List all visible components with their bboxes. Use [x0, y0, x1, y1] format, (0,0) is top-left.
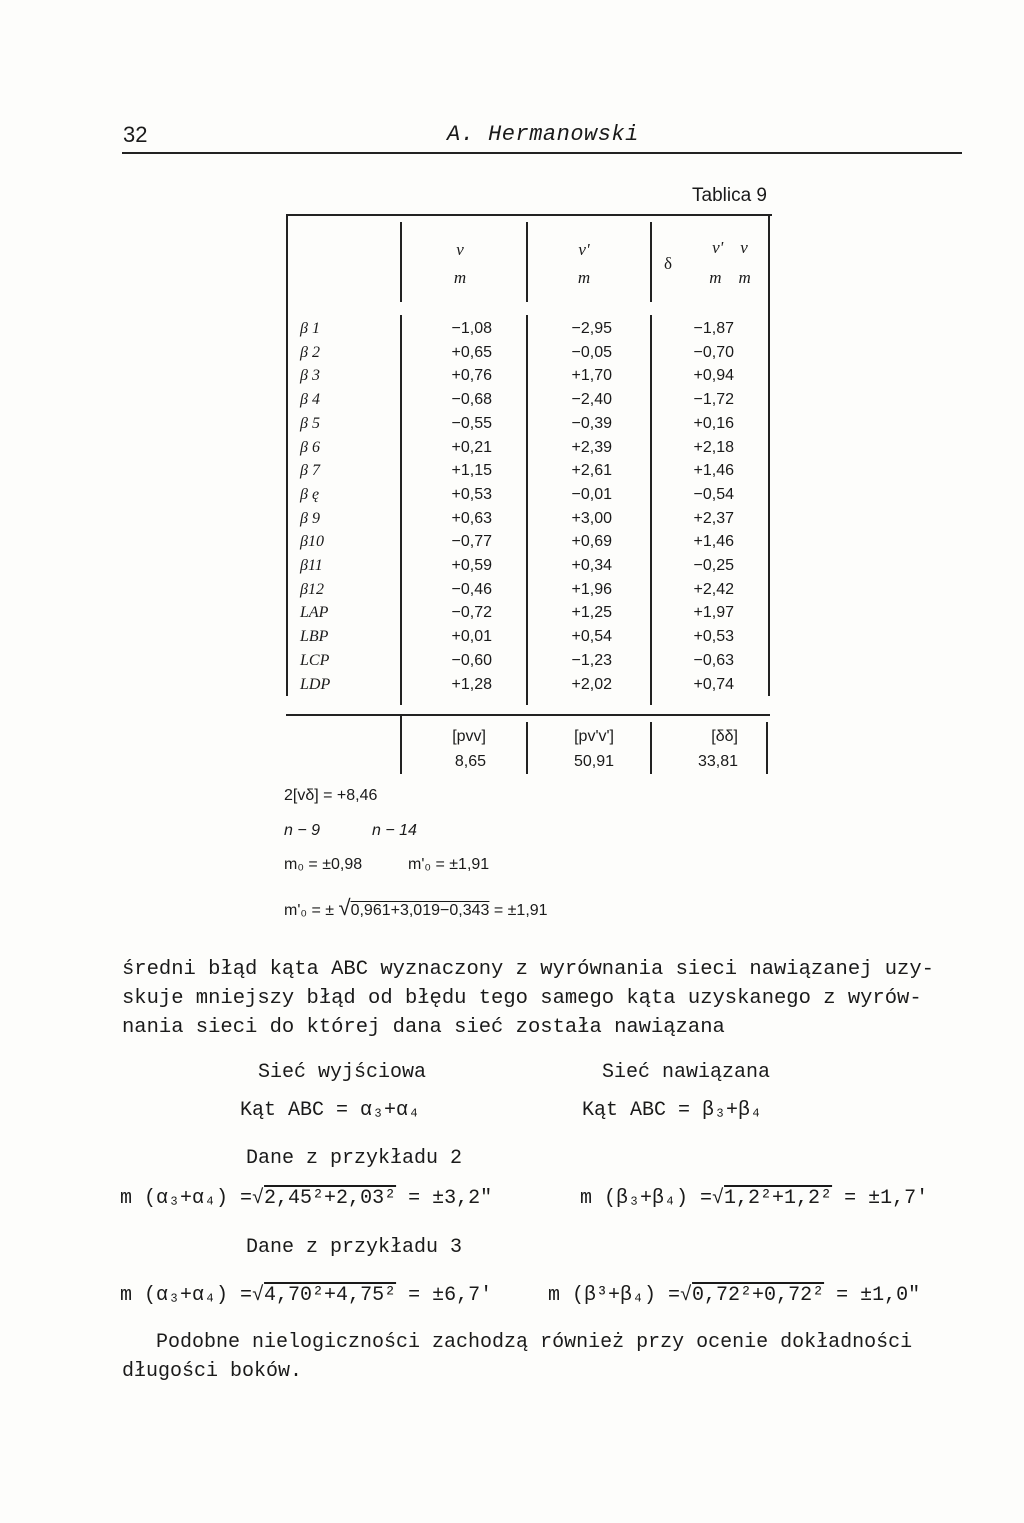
example-2-right-rhs: = ±1,7′ — [844, 1187, 929, 1210]
table-cell-c2: −0,05 — [571, 344, 612, 361]
example-3-label: Dane z przykładu 3 — [246, 1236, 463, 1259]
table-row-label: β 1 — [300, 320, 320, 337]
formula-n9: n − 9 — [284, 822, 321, 839]
table-cell-c3: −0,25 — [693, 557, 734, 574]
paragraph-2-line-2: długości boków. — [122, 1360, 303, 1383]
col3-head-bottom: m m — [709, 268, 751, 287]
table-cell-c2: +1,96 — [571, 581, 612, 598]
col3-head-delta: δ — [663, 254, 672, 273]
table-cell-c1: −1,08 — [451, 320, 492, 337]
table-row-label: β 4 — [300, 391, 320, 408]
table-cell-c2: +2,39 — [571, 439, 612, 456]
table-cell-c3: +1,46 — [693, 533, 734, 550]
formula-m0: m₀ = ±0,98 — [284, 856, 363, 873]
table-cell-c2: −2,95 — [571, 320, 612, 337]
table-row-label: β11 — [300, 557, 323, 574]
col2-head-top: v' — [578, 240, 590, 259]
table-row-label: LDP — [300, 676, 331, 693]
table-cell-c1: +1,15 — [451, 462, 492, 479]
example-3-right-lhs: m (β³+β₄) = — [548, 1284, 681, 1307]
table-cell-c1: +0,59 — [451, 557, 492, 574]
table-cell-c1: +0,65 — [451, 344, 492, 361]
paragraph-2 — [122, 1328, 962, 1386]
table-cell-c3: +1,46 — [693, 462, 734, 479]
example-2-right-lhs: m (β₃+β₄) = — [580, 1187, 713, 1210]
example-3-left-formula — [120, 1284, 492, 1307]
header-rule — [122, 152, 962, 154]
paragraph-1-line-2: skuje mniejszy błąd od błędu tego samego kąta uzyskanego z wyrów- — [122, 987, 922, 1010]
formula-m0-sqrt-lhs: m'₀ = ± — [284, 902, 335, 919]
sum-col1-value: 8,65 — [454, 753, 486, 770]
table-cell-c3: +0,94 — [693, 367, 734, 384]
sqrt-sign-icon: √ — [252, 1284, 265, 1307]
table-row-label: β12 — [300, 581, 324, 598]
table-cell-c2: +2,02 — [571, 676, 612, 693]
example-3-left-radicand: 4,70²+4,75² — [264, 1284, 397, 1307]
col3-body-rule — [650, 315, 652, 705]
table-cell-c2: +3,00 — [571, 510, 612, 527]
sqrt-sign-icon: √ — [712, 1187, 725, 1210]
paragraph-1-line-3: nania sieci do której dana sieć została nawiązana — [122, 1016, 725, 1039]
table-cell-c3: −1,72 — [693, 391, 734, 408]
table-cell-c1: +0,53 — [451, 486, 492, 503]
table-cell-c3: +2,37 — [693, 510, 734, 527]
table-sum-rule — [286, 714, 770, 716]
table-cell-c2: −2,40 — [571, 391, 612, 408]
example-3-left-rhs: = ±6,7′ — [408, 1284, 493, 1307]
table-cell-c1: −0,55 — [451, 415, 492, 432]
table-row-label: β 9 — [300, 510, 320, 527]
example-2-left-radicand: 2,45²+2,03² — [264, 1187, 397, 1210]
sqrt-sign-icon: √ — [680, 1284, 693, 1307]
paragraph-2-line-1: Podobne nielogiczności zachodzą również przy ocenie dokładności — [156, 1331, 913, 1354]
table-cell-c3: −1,87 — [693, 320, 734, 337]
example-2-left-rhs: = ±3,2″ — [408, 1187, 493, 1210]
sqrt-sign-icon: √ — [338, 895, 351, 920]
col2-sum-rule — [526, 722, 528, 774]
formula-m0-prime: m'₀ = ±1,91 — [408, 856, 490, 873]
table-cell-c1: +0,63 — [451, 510, 492, 527]
table-left-rule — [286, 214, 288, 696]
table-cell-c2: +2,61 — [571, 462, 612, 479]
table-cell-c2: −0,39 — [571, 415, 612, 432]
table-row-label: β 5 — [300, 415, 320, 432]
table-cell-c2: −0,01 — [571, 486, 612, 503]
example-3-right-formula — [548, 1284, 920, 1307]
formula-m0-sqrt-radicand: 0,961+3,019−0,343 — [350, 902, 490, 919]
table-row-label: β 7 — [300, 462, 320, 479]
formula-m0-sqrt-rhs: = ±1,91 — [493, 902, 548, 919]
table-row-label: β 2 — [300, 344, 320, 361]
table-cell-c3: +0,16 — [693, 415, 734, 432]
sum-col2-value: 50,91 — [573, 753, 614, 770]
sum-col2-label: [pv'v'] — [574, 728, 614, 745]
table-cell-c1: −0,72 — [451, 604, 492, 621]
table-cell-c3: −0,70 — [693, 344, 734, 361]
sum-col1-label: [pvv] — [452, 728, 486, 745]
running-head-author: A. Hermanowski — [447, 122, 639, 147]
table-cell-c2: +0,54 — [571, 628, 612, 645]
sum-col3-label: [δδ] — [711, 728, 738, 745]
sum-col3-value: 33,81 — [697, 753, 738, 770]
sqrt-sign-icon: √ — [252, 1187, 265, 1210]
table-row-label: β 6 — [300, 439, 320, 456]
formula-n14: n − 14 — [372, 822, 417, 839]
right-column-angle: Kąt ABC = β₃+β₄ — [582, 1099, 763, 1122]
table-cell-c1: +0,01 — [451, 628, 492, 645]
col1-body-rule — [400, 315, 402, 705]
table-cell-c3: +1,97 — [693, 604, 734, 621]
table-top-rule — [286, 214, 772, 216]
col2-head-bottom: m — [577, 268, 591, 287]
paragraph-1-line-1: średni błąd kąta ABC wyznaczony z wyrównania sieci nawiązanej uzy- — [122, 958, 934, 981]
col1-head-rule — [400, 222, 402, 302]
table-cell-c3: −0,54 — [693, 486, 734, 503]
paragraph-1 — [122, 955, 962, 1042]
table-cell-c1: −0,68 — [451, 391, 492, 408]
col2-head-rule — [526, 222, 528, 302]
formula-vdelta: 2[vδ] = +8,46 — [284, 787, 378, 804]
example-2-right-formula — [580, 1187, 928, 1210]
example-3-right-rhs: = ±1,0″ — [836, 1284, 921, 1307]
right-column-title: Sieć nawiązana — [602, 1061, 771, 1084]
table-row-label: LAP — [300, 604, 329, 621]
table-cell-c1: −0,60 — [451, 652, 492, 669]
table-cell-c3: +0,53 — [693, 628, 734, 645]
col1-head-top: v — [456, 240, 464, 259]
formula-m0-sqrt — [284, 895, 548, 921]
table-cell-c1: +0,21 — [451, 439, 492, 456]
example-3-left-lhs: m (α₃+α₄) = — [120, 1284, 253, 1307]
col1-head-bottom: m — [453, 268, 467, 287]
table-row-label: LBP — [300, 628, 329, 645]
table-cell-c2: +0,34 — [571, 557, 612, 574]
page-number: 32 — [123, 122, 148, 147]
example-2-label: Dane z przykładu 2 — [246, 1147, 463, 1170]
col3-head-rule — [650, 222, 652, 302]
left-column-title: Sieć wyjściowa — [258, 1061, 427, 1084]
table-cell-c3: +0,74 — [693, 676, 734, 693]
table-row-label: LCP — [300, 652, 330, 669]
table-caption: Tablica 9 — [692, 185, 767, 206]
col3-sum-rule — [650, 722, 652, 774]
table-cell-c2: +0,69 — [571, 533, 612, 550]
table-cell-c3: +2,42 — [693, 581, 734, 598]
table-row-label: β 3 — [300, 367, 320, 384]
table-cell-c2: +1,25 — [571, 604, 612, 621]
table-row-label: β ę — [300, 486, 320, 503]
table-cell-c2: +1,70 — [571, 367, 612, 384]
left-column-angle: Kąt ABC = α₃+α₄ — [240, 1099, 421, 1122]
col3-head-top: v' v — [712, 238, 748, 257]
col1-sum-rule — [400, 714, 402, 774]
example-2-left-formula — [120, 1187, 492, 1210]
example-3-right-radicand: 0,72²+0,72² — [692, 1284, 825, 1307]
table-row-label: β10 — [300, 533, 324, 550]
table-cell-c1: +1,28 — [451, 676, 492, 693]
col4-sum-rule — [766, 722, 768, 774]
table-cell-c1: −0,77 — [451, 533, 492, 550]
table-cell-c3: +2,18 — [693, 439, 734, 456]
table-cell-c3: −0,63 — [693, 652, 734, 669]
col2-body-rule — [526, 315, 528, 705]
table-cell-c1: +0,76 — [451, 367, 492, 384]
table-cell-c2: −1,23 — [571, 652, 612, 669]
table-cell-c1: −0,46 — [451, 581, 492, 598]
example-2-right-radicand: 1,2²+1,2² — [724, 1187, 833, 1210]
example-2-left-lhs: m (α₃+α₄) = — [120, 1187, 253, 1210]
